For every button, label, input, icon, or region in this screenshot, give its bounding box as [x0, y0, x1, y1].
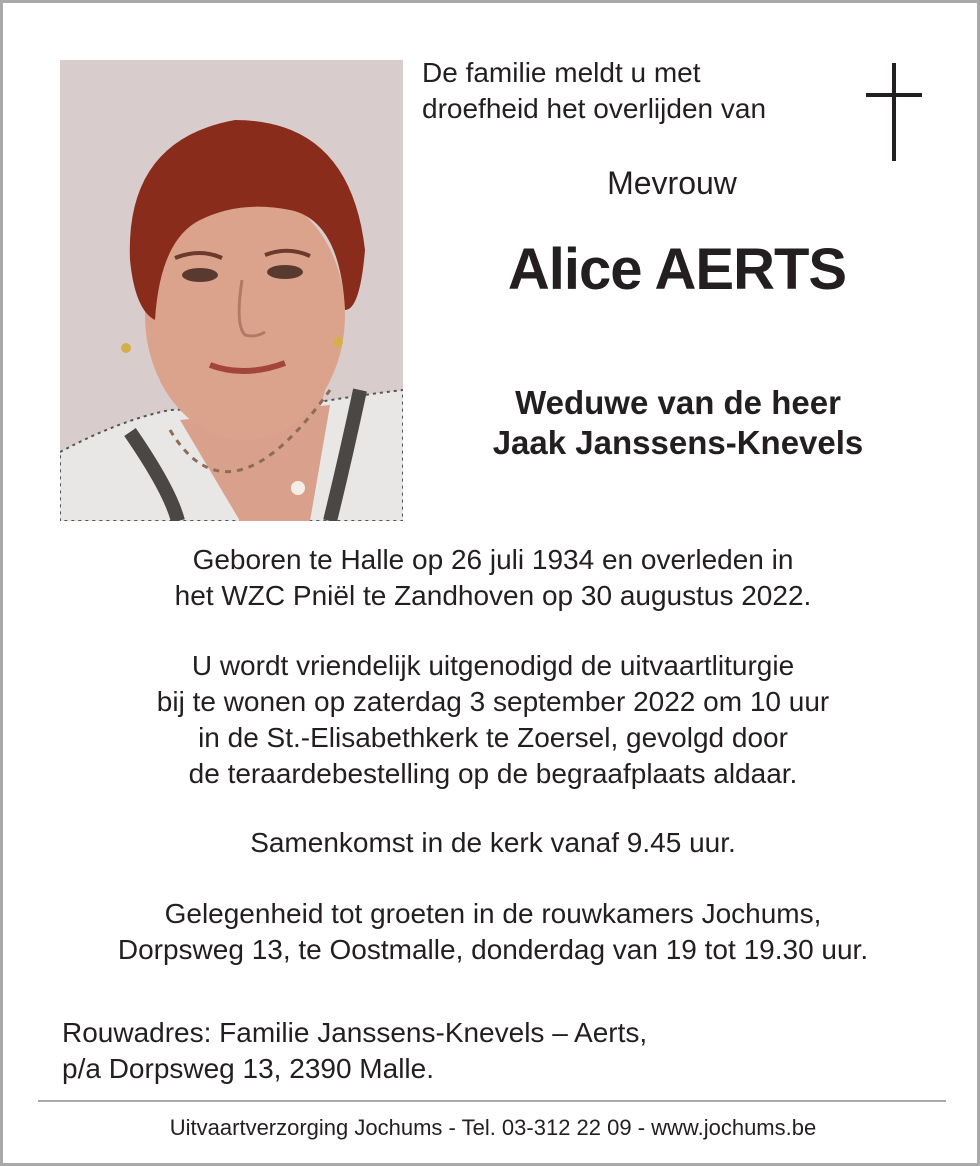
meeting-text: [33, 825, 953, 861]
funeral-line: bij te wonen op zaterdag 3 september 2022 om 10 uur: [156, 686, 830, 717]
funeral-home-footer: Uitvaartverzorging Jochums - Tel. 03-312 22 09 - www.jochums.be: [169, 1115, 817, 1140]
widow-line: Jaak Janssens-Knevels: [492, 424, 864, 461]
portrait-illustration: [60, 60, 403, 521]
birth-death-line: het WZC Pniël te Zandhoven op 30 augustus 2022.: [174, 580, 812, 611]
meeting-line: Samenkomst in de kerk vanaf 9.45 uur.: [250, 827, 736, 858]
birth-death-line: Geboren te Halle op 26 juli 1934 en overleden in: [192, 544, 794, 575]
funeral-invitation-text: [33, 648, 953, 792]
funeral-line: U wordt vriendelijk uitgenodigd de uitvaartliturgie: [191, 650, 795, 681]
portrait-photo: [60, 60, 403, 521]
deceased-name: Alice AERTS: [507, 237, 847, 302]
intro-text: [422, 55, 842, 127]
latin-cross-icon: [866, 63, 922, 161]
intro-line: De familie meldt u met: [422, 57, 701, 88]
visitation-line: Dorpsweg 13, te Oostmalle, donderdag van 19 tot 19.30 uur.: [117, 934, 869, 965]
footer-divider: [38, 1100, 946, 1102]
intro-line: droefheid het overlijden van: [422, 93, 767, 124]
visitation-line: Gelegenheid tot groeten in de rouwkamers Jochums,: [164, 898, 822, 929]
mourning-address: [62, 1015, 762, 1087]
address-line: p/a Dorpsweg 13, 2390 Malle.: [62, 1053, 434, 1084]
honorific-title: Mevrouw: [607, 165, 737, 201]
widow-of-text: [443, 383, 913, 463]
visitation-text: [33, 896, 953, 968]
funeral-line: in de St.-Elisabethkerk te Zoersel, gevolgd door: [198, 722, 788, 753]
widow-line: Weduwe van de heer: [515, 384, 841, 421]
address-line: Rouwadres: Familie Janssens-Knevels – Aerts,: [62, 1017, 648, 1048]
funeral-line: de teraardebestelling op de begraafplaats aldaar.: [188, 758, 798, 789]
birth-death-text: [33, 542, 953, 614]
